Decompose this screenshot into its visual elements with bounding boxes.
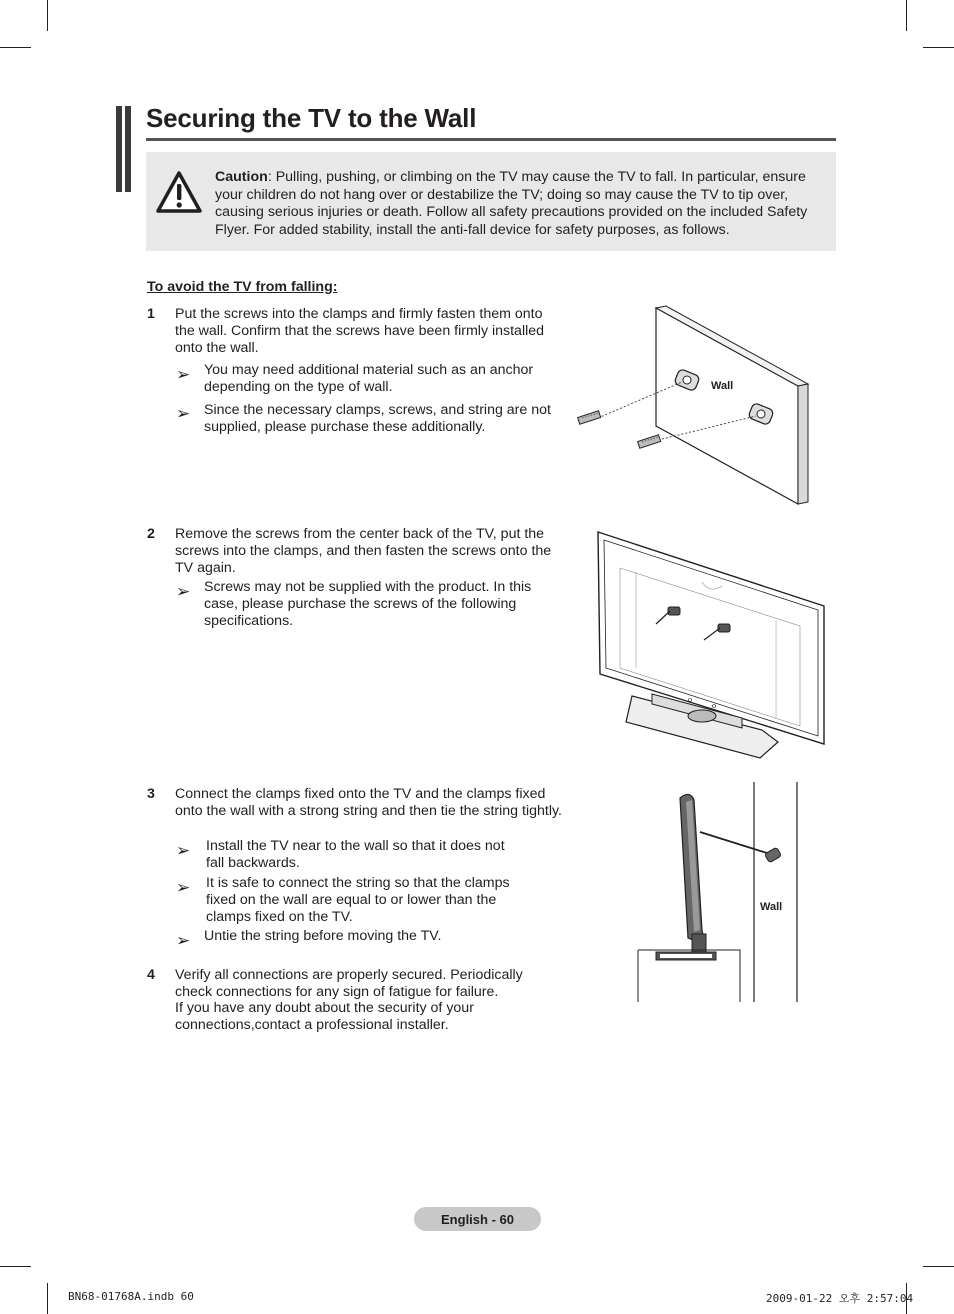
screw-icon [638,435,661,448]
step-number: 3 [147,786,155,802]
note-arrow-icon: ➢ [176,404,191,423]
note-arrow-icon: ➢ [176,878,191,897]
wall-clamp-figure [570,300,810,510]
step-text: Verify all connections are properly secured. Periodically check connections for any sign of fatigue for failure. [175,967,523,1000]
step-number: 2 [147,526,155,542]
crop-mark [906,0,907,31]
title-accent-bar [125,106,131,192]
warning-triangle-icon [156,170,202,214]
title-underline [146,138,836,141]
step-note: Screws may not be supplied with the product. In this case, please purchase the screws of the following specifications. [204,579,532,629]
step-text: If you have any doubt about the security of your connections,contact a professional installer. [175,1000,474,1033]
step-note: Untie the string before moving the TV. [204,928,442,944]
step-text: Connect the clamps fixed onto the TV and the clamps fixed onto the wall with a strong string and then tie the string tightly. [175,786,562,819]
section-subheading: To avoid the TV from falling: [147,279,338,295]
note-arrow-icon: ➢ [176,931,191,950]
step-note: You may need additional material such as an anchor depending on the type of wall. [204,362,534,395]
crop-mark [47,0,48,31]
wall-clamp-icon [764,847,781,863]
step-note: It is safe to connect the string so that the clamps fixed on the wall are equal to or lower than the clamps fixed on the TV. [206,875,510,925]
crop-mark [47,1283,48,1314]
note-arrow-icon: ➢ [176,841,191,860]
crop-mark [923,47,954,48]
step-number: 1 [147,306,155,322]
caution-body: : Pulling, pushing, or climbing on the TV may cause the TV to fall. In particular, ensure your children do not hang over or destabilize the TV; doing so may cause the TV to tip over, causing serious injuries or death. Follow all safety precautions provided on the included Safety Flyer. For added stability, install the anti-fall device for safety purposes, as follows. [215,169,808,238]
wall-label: Wall [760,901,783,913]
caution-label: Caution [215,169,268,185]
tv-string-wall-figure [630,780,804,1004]
note-arrow-icon: ➢ [176,582,191,601]
step-number: 4 [147,967,155,983]
wall-label: Wall [711,380,734,392]
caution-text [215,169,835,239]
step-text: Remove the screws from the center back of the TV, put the screws into the clamps, and then fasten the screws onto the TV again. [175,526,552,576]
crop-mark [923,1266,954,1267]
screw-icon [578,411,601,424]
file-name: BN68-01768A.indb 60 [68,1290,194,1303]
page-title: Securing the TV to the Wall [146,103,477,133]
title-accent-bar [116,106,122,192]
tv-back-figure [592,528,828,760]
step-note: Install the TV near to the wall so that it does not fall backwards. [206,838,505,871]
step-text: Put the screws into the clamps and firmly fasten them onto the wall. Confirm that the screws have been firmly installed onto the wall. [175,306,545,356]
crop-mark [0,47,31,48]
note-arrow-icon: ➢ [176,365,191,384]
page-number-badge: English - 60 [414,1207,541,1231]
print-timestamp: 2009-01-22 오후 2:57:04 [766,1292,914,1305]
crop-mark [0,1266,31,1267]
step-note: Since the necessary clamps, screws, and string are not supplied, please purchase these additionally. [204,402,551,435]
